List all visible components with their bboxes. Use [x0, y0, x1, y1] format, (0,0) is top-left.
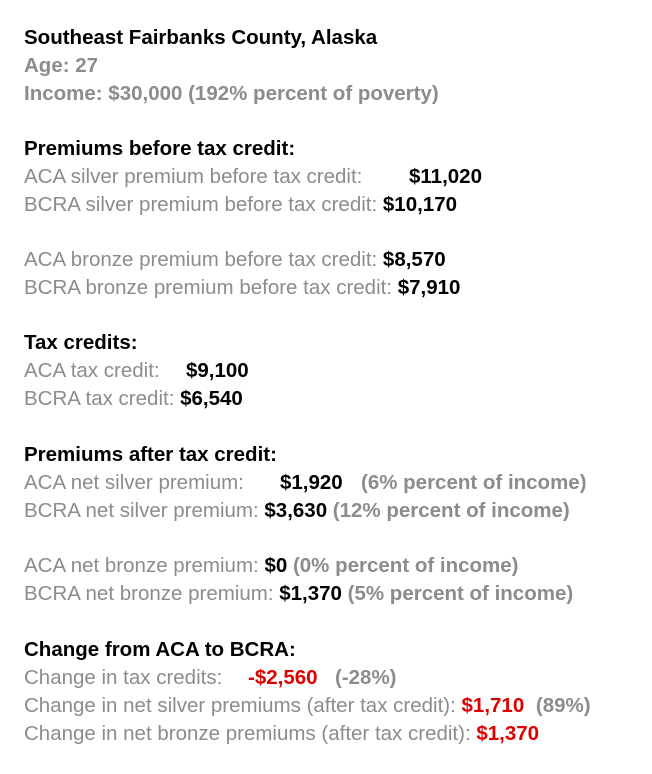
- change-tax-credits-value: -$2,560: [248, 666, 318, 689]
- change-tax-credits-row: [24, 664, 397, 692]
- aca-net-silver-row: [24, 469, 587, 497]
- tax-credits-heading: Tax credits:: [24, 331, 138, 354]
- aca-net-silver-value: $1,920: [280, 471, 343, 494]
- aca-tax-credit-value: $9,100: [186, 359, 249, 382]
- aca-tax-credit-row: [24, 357, 249, 385]
- aca-net-bronze-label: ACA net bronze premium:: [24, 554, 259, 577]
- change-silver-row: [24, 692, 591, 720]
- aca-net-bronze-value: $0: [264, 554, 288, 577]
- age-line: Age: 27: [24, 54, 99, 77]
- bcra-net-bronze-row: [24, 580, 573, 608]
- bcra-tax-credit-row: [24, 385, 243, 413]
- change-silver-label: Change in net silver premiums (after tax credit):: [24, 694, 456, 717]
- bcra-net-silver-label: BCRA net silver premium:: [24, 499, 259, 522]
- aca-silver-before-label: ACA silver premium before tax credit:: [24, 165, 363, 188]
- bcra-net-bronze-note: (5% percent of income): [347, 582, 574, 605]
- change-bronze-value: $1,370: [476, 722, 540, 745]
- aca-net-bronze-note: (0% percent of income): [292, 554, 519, 577]
- bcra-silver-before-value: $10,170: [382, 193, 457, 216]
- aca-bronze-before-label: ACA bronze premium before tax credit:: [24, 248, 378, 271]
- aca-net-bronze-row: [24, 552, 519, 580]
- change-bronze-label: Change in net bronze premiums (after tax credit):: [24, 722, 471, 745]
- bcra-net-silver-value: $3,630: [264, 499, 328, 522]
- change-tax-credits-pct: (-28%): [335, 666, 397, 689]
- aca-silver-before-row: [24, 163, 482, 191]
- aca-silver-before-value: $11,020: [409, 165, 482, 188]
- bcra-silver-before-label: BCRA silver premium before tax credit:: [24, 193, 378, 216]
- aca-net-silver-note: (6% percent of income): [361, 471, 587, 494]
- location-title: Southeast Fairbanks County, Alaska: [24, 26, 378, 49]
- bcra-bronze-before-row: [24, 274, 460, 302]
- bcra-net-bronze-value: $1,370: [279, 582, 342, 605]
- aca-net-silver-label: ACA net silver premium:: [24, 471, 244, 494]
- aca-tax-credit-label: ACA tax credit:: [24, 359, 160, 382]
- income-line: Income: $30,000 (192% percent of poverty): [24, 82, 439, 105]
- premiums-before-heading: Premiums before tax credit:: [24, 137, 296, 160]
- change-silver-pct: (89%): [535, 694, 591, 717]
- bcra-bronze-before-label: BCRA bronze premium before tax credit:: [24, 276, 393, 299]
- bcra-bronze-before-value: $7,910: [397, 276, 461, 299]
- bcra-net-silver-note: (12% percent of income): [332, 499, 570, 522]
- aca-bronze-before-row: [24, 246, 446, 274]
- bcra-net-bronze-label: BCRA net bronze premium:: [24, 582, 274, 605]
- change-tax-credits-label: Change in tax credits:: [24, 666, 223, 689]
- premiums-after-heading: Premiums after tax credit:: [24, 443, 277, 466]
- aca-bronze-before-value: $8,570: [382, 248, 446, 271]
- change-heading: Change from ACA to BCRA:: [24, 638, 296, 661]
- change-bronze-row: [24, 720, 539, 748]
- bcra-net-silver-row: [24, 497, 570, 525]
- change-silver-value: $1,710: [461, 694, 525, 717]
- bcra-silver-before-row: [24, 191, 457, 219]
- bcra-tax-credit-value: $6,540: [180, 387, 243, 410]
- bcra-tax-credit-label: BCRA tax credit:: [24, 387, 175, 410]
